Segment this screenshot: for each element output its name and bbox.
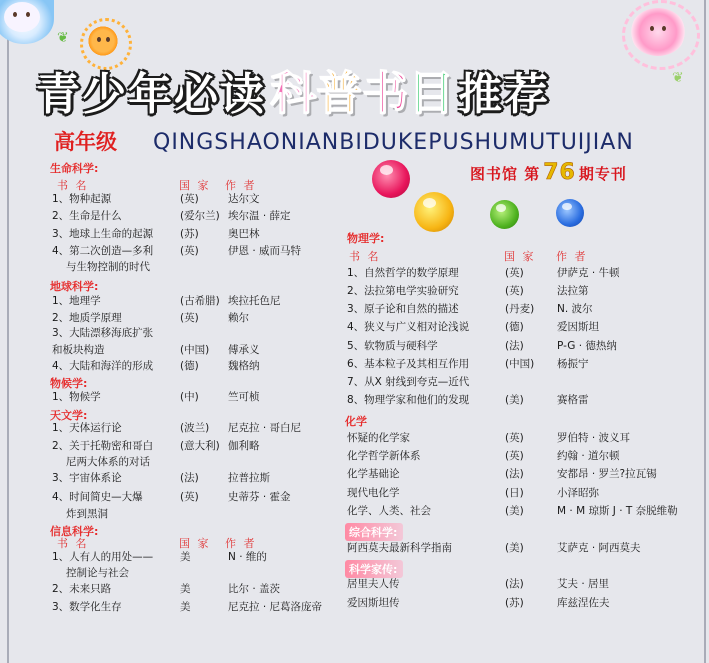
book-country: (苏): [180, 228, 199, 240]
book-author: 竺可桢: [228, 391, 260, 403]
book-author: N · 维的: [228, 551, 267, 563]
book-country: 美: [180, 583, 191, 595]
book-name: 控制论与社会: [66, 567, 129, 579]
book-name: 化学基础论: [347, 468, 400, 480]
book-name: 8、物理学家和他们的发现: [347, 394, 470, 406]
book-country: (英): [505, 285, 524, 297]
book-name: 1、物种起源: [52, 193, 112, 205]
book-country: 美: [180, 551, 191, 563]
grade-label: 高年级: [54, 130, 117, 154]
book-name: 4、大陆和海洋的形成: [52, 360, 154, 372]
eye-icon: [97, 37, 101, 42]
book-country: (美): [505, 394, 524, 406]
book-name: 4、狭义与广义相对论浅说: [347, 321, 470, 333]
book-author: N. 波尔: [557, 303, 593, 315]
book-author: 约翰 · 道尔顿: [557, 450, 620, 462]
book-country: (英): [180, 245, 199, 257]
book-name: 化学哲学新体系: [347, 450, 421, 462]
book-name: 与生物控制的时代: [66, 261, 150, 273]
book-name: 7、从X 射线到夸克—近代: [347, 376, 470, 388]
book-country: (英): [505, 432, 524, 444]
header-author: 作 者: [556, 250, 588, 263]
title-char: 普: [316, 66, 362, 120]
issue-suffix: 期专刊: [578, 165, 627, 183]
header-country: 国 家: [179, 179, 211, 192]
book-author: 艾夫 · 居里: [557, 578, 610, 590]
book-author: 拉普拉斯: [228, 472, 270, 484]
book-author: 达尔文: [228, 193, 260, 205]
book-name: 化学、人类、社会: [347, 505, 431, 517]
book-country: (古希腊): [180, 295, 220, 307]
sun-face: [4, 2, 40, 32]
book-country: (法): [180, 472, 199, 484]
eye-icon: [106, 37, 110, 42]
book-author: 尼克拉 · 尼葛洛庞帝: [228, 601, 323, 613]
category-info-science: 信息科学:: [50, 525, 99, 538]
book-country: (爱尔兰): [180, 210, 220, 222]
book-name: 1、天体运行论: [52, 422, 122, 434]
pinyin-subtitle: QINGSHAONIANBIDUKEPUSHUMUTUIJIAN: [153, 130, 634, 155]
orange-sun-icon: [86, 24, 120, 58]
book-name: 5、软物质与硬科学: [347, 340, 438, 352]
book-country: (英): [180, 193, 199, 205]
book-country: (美): [505, 542, 524, 554]
category-biography: 科学家传:: [345, 560, 403, 578]
eye-icon: [26, 12, 30, 17]
issue-prefix: 图书馆 第: [470, 165, 541, 183]
book-name: 怀疑的化学家: [347, 432, 410, 444]
book-name: 现代电化学: [347, 487, 400, 499]
book-name: 2、生命是什么: [52, 210, 122, 222]
category-astronomy: 天文学:: [50, 409, 88, 422]
book-name: 6、基本粒子及其相互作用: [347, 358, 470, 370]
pink-sun-icon: [630, 8, 686, 56]
header-author: 作 者: [225, 179, 257, 192]
eye-icon: [13, 12, 17, 17]
header-book-name: 书 名: [349, 250, 381, 263]
title-part2: 推荐: [458, 69, 550, 120]
book-author: M · M 琼斯 J · T 奈脱维勒: [557, 505, 678, 517]
book-author: 库兹涅佐夫: [557, 597, 610, 609]
book-name: 1、人有人的用处——: [52, 551, 154, 563]
book-country: (苏): [505, 597, 524, 609]
book-name: 阿西莫夫最新科学指南: [347, 542, 452, 554]
book-name: 和板块构造: [52, 344, 105, 356]
book-name: 1、物候学: [52, 391, 101, 403]
book-country: (法): [505, 578, 524, 590]
book-name: 3、地球上生命的起源: [52, 228, 154, 240]
title-char: 目: [408, 66, 454, 120]
header-country: 国 家: [179, 537, 211, 550]
green-ball-icon: [490, 200, 519, 229]
book-country: (德): [180, 360, 199, 372]
book-author: 尼克拉 · 哥白尼: [228, 422, 302, 434]
book-name: 爱因斯坦传: [347, 597, 400, 609]
book-author: 埃尔温 · 薛定: [228, 210, 291, 222]
book-name: 4、时间简史—大爆: [52, 491, 143, 503]
header-country: 国 家: [504, 250, 536, 263]
book-country: (英): [505, 267, 524, 279]
book-country: (法): [505, 340, 524, 352]
category-physics: 物理学:: [347, 232, 385, 245]
issue-number: 76: [543, 160, 576, 185]
book-name: 4、第二次创造—多利: [52, 245, 154, 257]
book-author: 爱因斯坦: [557, 321, 599, 333]
book-country: (英): [505, 450, 524, 462]
book-name: 3、大陆漂移海底扩张: [52, 327, 154, 339]
category-general-science: 综合科学:: [345, 523, 403, 541]
book-country: (丹麦): [505, 303, 535, 315]
book-country: (美): [505, 505, 524, 517]
book-country: (英): [180, 491, 199, 503]
book-author: 杨振宁: [557, 358, 589, 370]
book-author: 比尔 · 盖茨: [228, 583, 281, 595]
book-name: 居里夫人传: [347, 578, 400, 590]
book-author: 伽利略: [228, 440, 260, 452]
header-author: 作 者: [225, 537, 257, 550]
book-country: (英): [180, 312, 199, 324]
book-country: (中国): [180, 344, 210, 356]
book-name: 3、数学化生存: [52, 601, 122, 613]
book-country: (中): [180, 391, 199, 403]
book-name: 2、法拉第电学实验研究: [347, 285, 459, 297]
book-author: 赖尔: [228, 312, 249, 324]
title-char: 书: [362, 66, 408, 120]
subtitle-row: [54, 126, 634, 156]
book-name: 3、宇宙体系论: [52, 472, 122, 484]
category-phenology: 物候学:: [50, 377, 88, 390]
book-author: 史蒂芬 · 霍金: [228, 491, 291, 503]
book-author: 埃拉托色尼: [228, 295, 281, 307]
book-name: 2、地质学原理: [52, 312, 122, 324]
book-author: 罗伯特 · 波义耳: [557, 432, 631, 444]
book-author: 艾萨克 · 阿西莫夫: [557, 542, 641, 554]
book-author: 赛格雷: [557, 394, 589, 406]
book-author: 法拉第: [557, 285, 589, 297]
book-author: 傅承义: [228, 344, 260, 356]
book-author: 奥巴林: [228, 228, 260, 240]
eye-icon: [650, 26, 654, 31]
book-author: P-G · 德热纳: [557, 340, 617, 352]
book-country: (德): [505, 321, 524, 333]
book-country: (法): [505, 468, 524, 480]
book-author: 伊恩 · 威而马特: [228, 245, 302, 257]
issue-label: [470, 160, 627, 185]
book-name: 3、原子论和自然的描述: [347, 303, 459, 315]
book-name: 1、地理学: [52, 295, 101, 307]
yellow-ball-icon: [414, 192, 454, 232]
book-name: 尼两大体系的对话: [66, 456, 150, 468]
category-earth-science: 地球科学:: [50, 280, 99, 293]
book-name: 1、自然哲学的数学原理: [347, 267, 459, 279]
book-name: 炸到黑洞: [66, 508, 108, 520]
book-country: (日): [505, 487, 524, 499]
book-country: (波兰): [180, 422, 210, 434]
book-author: 魏格纳: [228, 360, 260, 372]
category-chemistry: 化学: [345, 415, 367, 428]
book-country: 美: [180, 601, 191, 613]
header-book-name: 书 名: [57, 537, 89, 550]
pink-ball-icon: [372, 160, 410, 198]
leaf-icon: ❦: [672, 70, 684, 86]
title-char: 科: [270, 66, 316, 120]
eye-icon: [662, 26, 666, 31]
book-country: (中国): [505, 358, 535, 370]
book-name: 2、未来只路: [52, 583, 112, 595]
title-part1: 青少年必读: [36, 69, 266, 120]
main-title: [36, 60, 550, 120]
book-name: 2、关于托勒密和哥白: [52, 440, 154, 452]
book-author: 伊萨克 · 牛顿: [557, 267, 620, 279]
category-life-science: 生命科学:: [50, 162, 99, 175]
leaf-icon: ❦: [57, 30, 69, 46]
book-country: (意大利): [180, 440, 220, 452]
book-author: 安都昂 · 罗兰?拉瓦锡: [557, 468, 657, 480]
title-colored: [270, 57, 454, 123]
header-book-name: 书 名: [57, 179, 89, 192]
book-author: 小泽昭弥: [557, 487, 599, 499]
blue-ball-icon: [556, 199, 584, 227]
